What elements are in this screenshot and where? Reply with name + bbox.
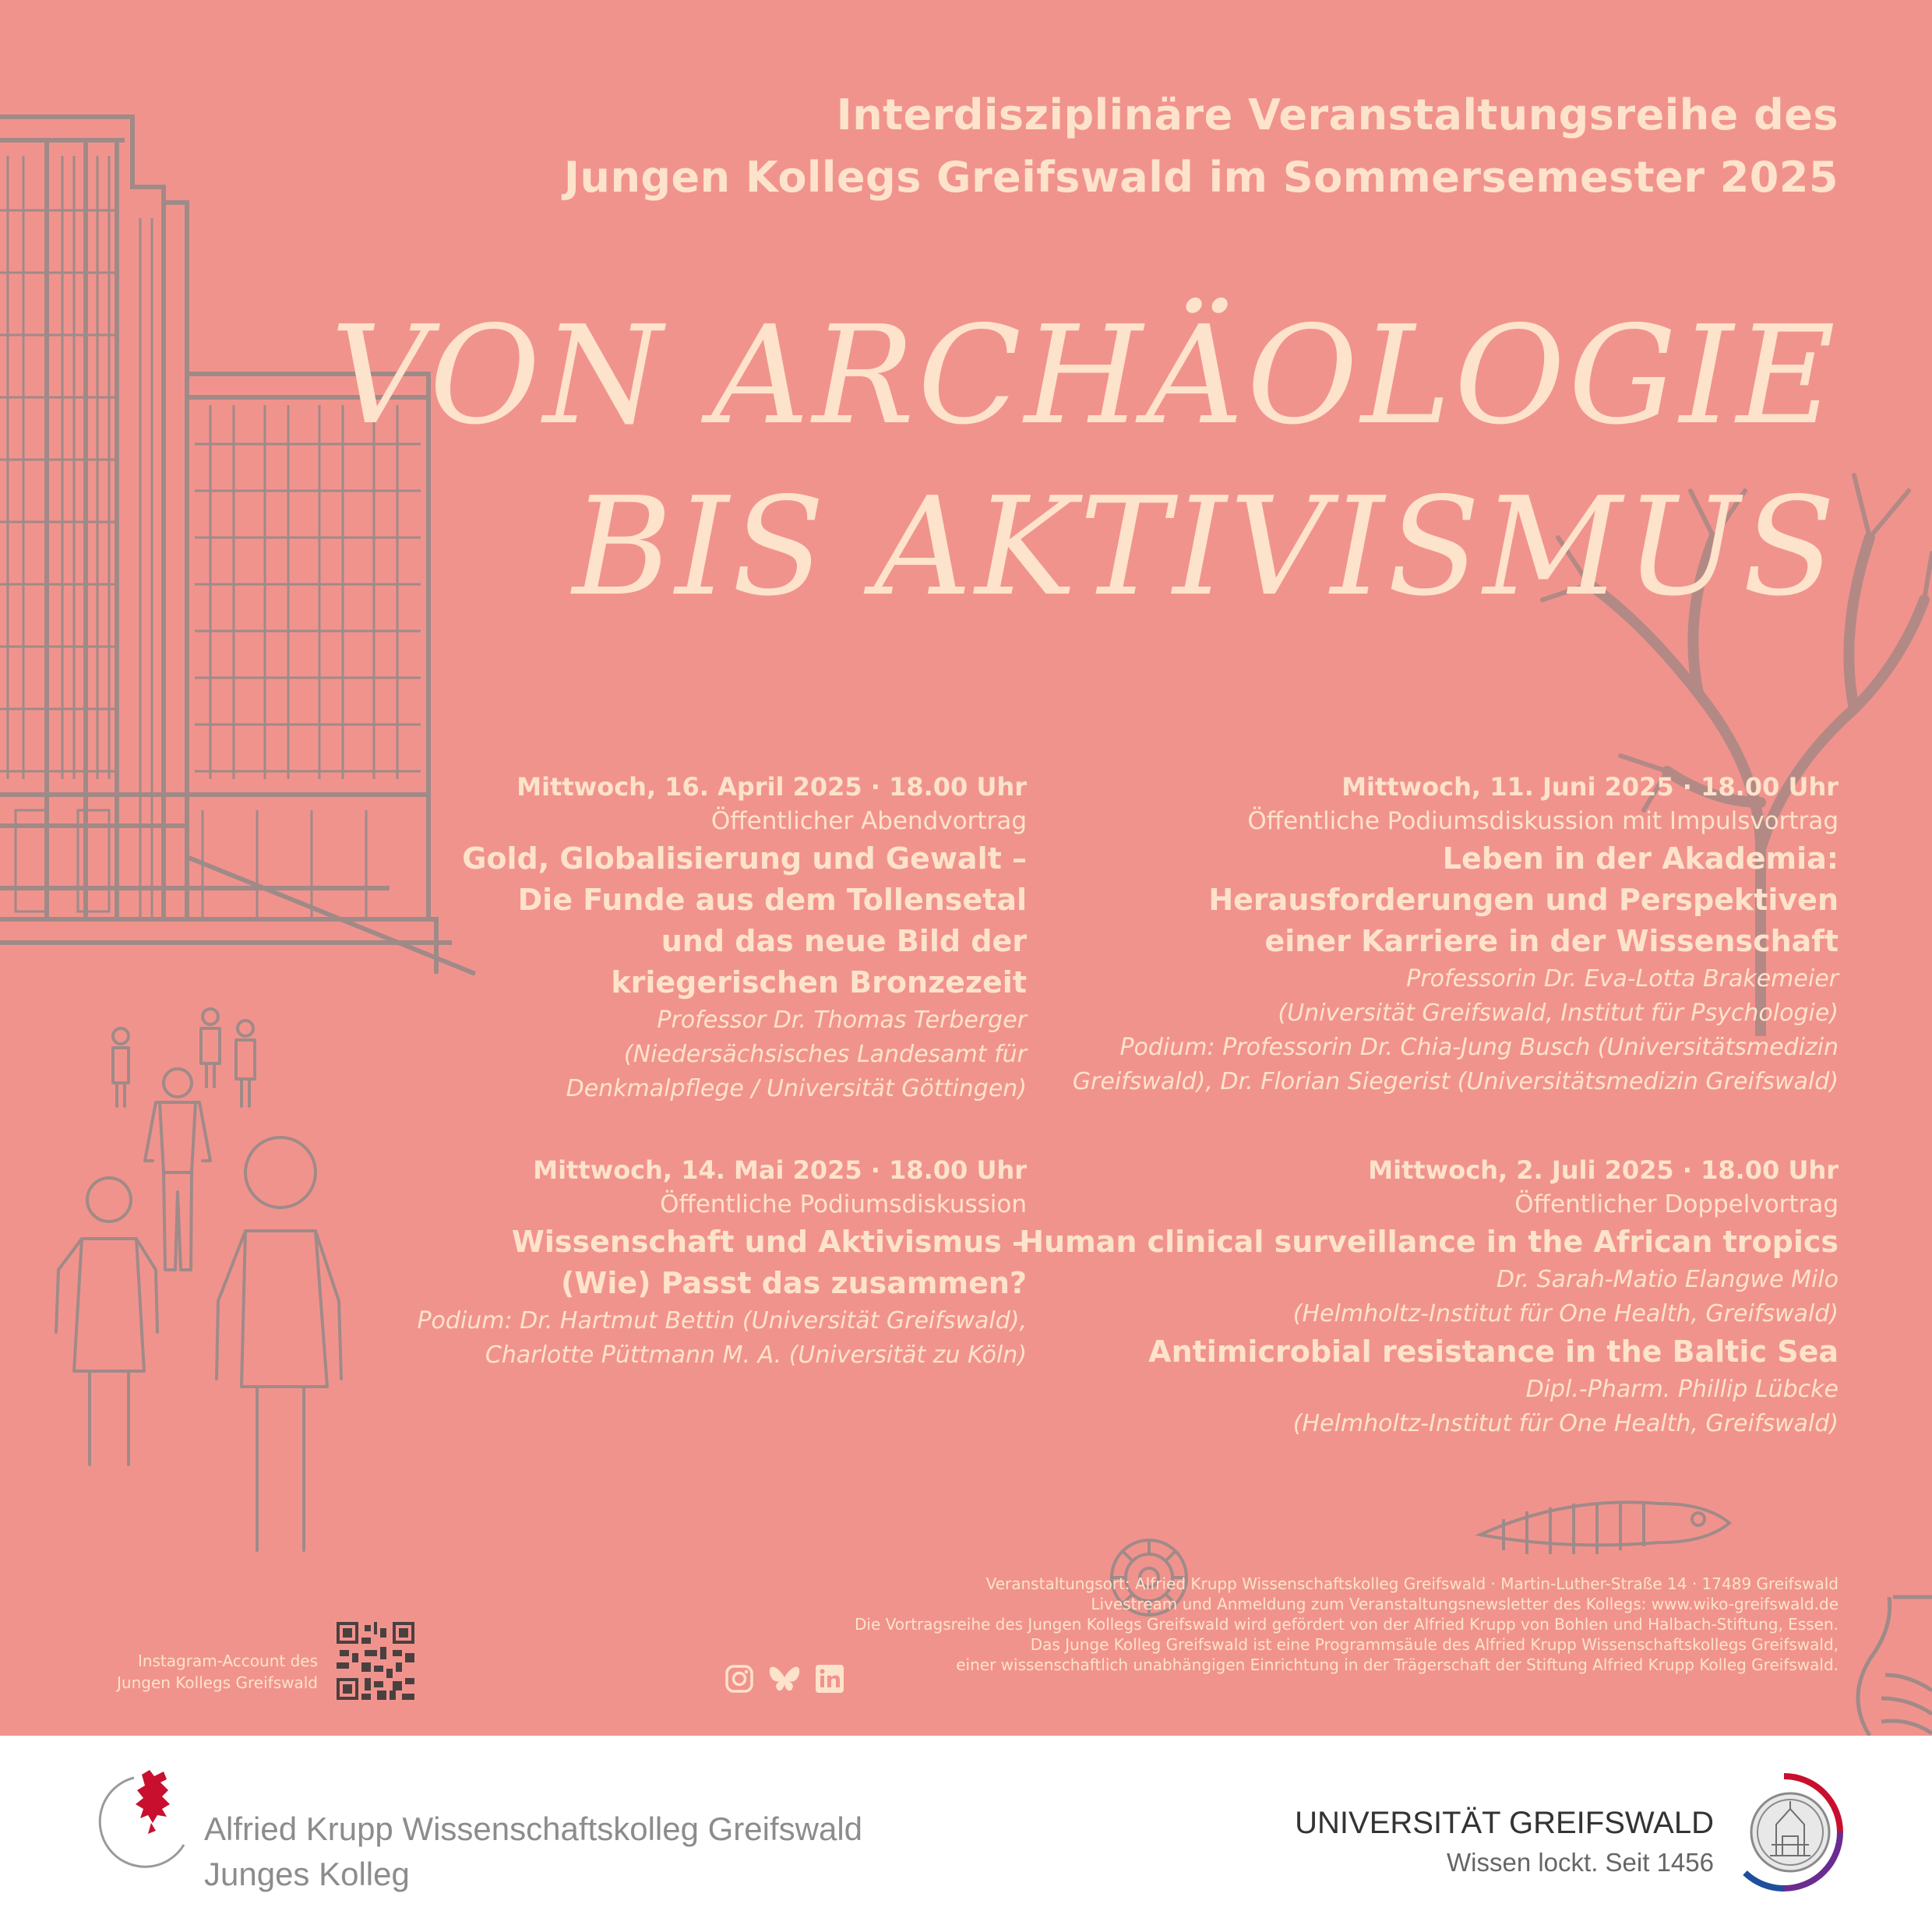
event-type: Öffentliche Podiumsdiskussion [660,1190,1027,1218]
speaker-line: Podium: Professorin Dr. Chia-Jung Busch (Universitätsmedizin [1119,1034,1839,1061]
speaker-line: Professorin Dr. Eva-Lotta Brakemeier [1406,965,1839,992]
event-date: Mittwoch, 2. Juli 2025 · 18.00 Uhr [1368,1155,1839,1185]
main-title-line-1: VON ARCHÄOLOGIE [330,297,1839,455]
event-type: Öffentliche Podiumsdiskussion mit Impulsvortrag [1247,807,1839,835]
event-speaker [462,1003,1027,1106]
event-type: Öffentlicher Abendvortrag [710,807,1027,835]
speaker-line: (Helmholtz-Institut für One Health, Greifswald) [1292,1410,1839,1437]
fish-fossil-illustration [1472,1480,1737,1566]
event-june [1073,770,1839,1099]
talk-title-line: (Wie) Passt das zusammen? [561,1266,1027,1300]
event-date: Mittwoch, 11. Juni 2025 · 18.00 Uhr [1341,772,1839,802]
speaker-line: Denkmalpflege / Universität Göttingen) [566,1075,1027,1102]
talk-title-line: und das neue Bild der [661,924,1027,958]
speaker-line: Podium: Dr. Hartmut Bettin (Universität Greifswald), [417,1307,1027,1334]
event-talk-title [417,1222,1027,1304]
event-talk-title [462,838,1027,1003]
linkedin-icon[interactable] [815,1664,844,1694]
event-speaker-2 [1019,1373,1839,1441]
vessel-illustration [1846,1589,1932,1736]
qr-code[interactable] [337,1622,414,1700]
talk-title-line: kriegerischen Bronzezeit [611,965,1027,999]
event-speaker [417,1304,1027,1373]
venue-line: Das Junge Kolleg Greifswald ist eine Programmsäule des Alfried Krupp Wissenschaftskollegs Greifswald, [1030,1635,1839,1654]
speaker-line: (Helmholtz-Institut für One Health, Greifswald) [1292,1300,1839,1327]
event-speaker [1073,962,1839,1099]
event-talk-title-2 [1019,1331,1839,1373]
university-slogan: Wissen lockt. Seit 1456 [1447,1848,1714,1877]
talk-title-line: Human clinical surveillance in the African tropics [1019,1225,1839,1259]
event-type: Öffentlicher Doppelvortrag [1514,1190,1839,1218]
speaker-line: Charlotte Püttmann M. A. (Universität zu Köln) [485,1341,1027,1369]
event-july [1019,1153,1839,1441]
talk-title-line: Leben in der Akademia: [1442,841,1839,876]
instagram-caption-line: Instagram-Account des [137,1652,318,1670]
bluesky-icon[interactable] [768,1664,801,1694]
university-seal-logo [1722,1770,1846,1895]
event-speaker-1 [1019,1263,1839,1331]
talk-title-line: Herausforderungen und Perspektiven [1208,883,1839,917]
instagram-caption [117,1650,318,1694]
wiko-name: Alfried Krupp Wissenschaftskolleg Greifswald [204,1810,863,1847]
talk-title-line: Antimicrobial resistance in the Baltic Sea [1148,1334,1839,1369]
venue-info [855,1574,1839,1675]
speaker-line: (Universität Greifswald, Institut für Psychologie) [1278,999,1839,1027]
main-title-line-2: BIS AKTIVISMUS [572,468,1839,626]
venue-line: Livestream und Anmeldung zum Veranstaltungsnewsletter des Kollegs: www.wiko-greifswald.de [1091,1595,1839,1613]
talk-title-line: Die Funde aus dem Tollensetal [517,883,1027,917]
event-talk-title [1073,838,1839,962]
series-line-2: Jungen Kollegs Greifswald im Sommersemester 2025 [563,153,1839,202]
speaker-line: Dipl.-Pharm. Phillip Lübcke [1525,1376,1839,1403]
speaker-line: Dr. Sarah-Matio Elangwe Milo [1496,1266,1839,1293]
series-line-1: Interdisziplinäre Veranstaltungsreihe des [836,90,1839,139]
speaker-line: Greifswald), Dr. Florian Siegerist (Universitätsmedizin Greifswald) [1072,1068,1839,1095]
speaker-line: Professor Dr. Thomas Terberger [657,1007,1027,1034]
venue-line: Veranstaltungsort: Alfried Krupp Wissenschaftskolleg Greifswald · Martin-Luther-Straße 14 · 17489 Greifswald [985,1574,1839,1593]
building-illustration [0,109,483,989]
social-icons [724,1664,844,1694]
footer [0,1736,1932,1932]
talk-title-line: einer Karriere in der Wissenschaft [1264,924,1839,958]
event-date: Mittwoch, 16. April 2025 · 18.00 Uhr [516,772,1027,802]
people-illustration [47,1005,343,1566]
event-may [417,1153,1027,1373]
speaker-line: (Niedersächsisches Landesamt für [623,1041,1027,1068]
wiko-logo [86,1767,195,1884]
event-date: Mittwoch, 14. Mai 2025 · 18.00 Uhr [533,1155,1027,1185]
venue-line: einer wissenschaftlich unabhängigen Einrichtung in der Trägerschaft der Stiftung Alfried Krupp Kolleg Greifswald. [956,1655,1839,1674]
wiko-subname: Junges Kolleg [204,1856,410,1892]
venue-line: Die Vortragsreihe des Jungen Kollegs Greifswald wird gefördert von der Alfried Krupp von Bohlen und Halbach-Stiftung, Essen. [855,1615,1839,1634]
event-talk-title-1 [1019,1222,1839,1263]
event-april [462,770,1027,1106]
university-name: UNIVERSITÄT GREIFSWALD [1295,1806,1714,1840]
talk-title-line: Gold, Globalisierung und Gewalt – [462,841,1027,876]
instagram-caption-line: Jungen Kollegs Greifswald [117,1673,318,1692]
talk-title-line: Wissenschaft und Aktivismus – [511,1225,1027,1259]
instagram-icon[interactable] [724,1664,754,1694]
